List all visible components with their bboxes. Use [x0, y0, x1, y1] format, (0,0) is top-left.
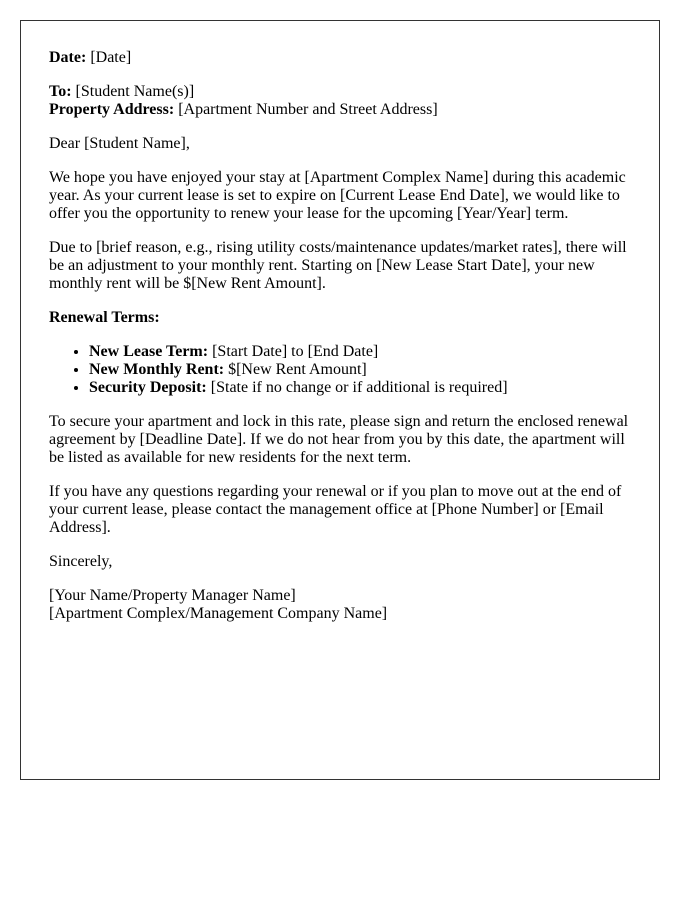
date-value: [Date] — [86, 49, 132, 66]
property-address-value: [Apartment Number and Street Address] — [174, 101, 438, 118]
renewal-term-security-deposit — [89, 379, 631, 397]
sign-off: Sincerely, — [49, 553, 113, 570]
renewal-term-value: [Start Date] to [End Date] — [208, 343, 379, 360]
signature-block — [49, 587, 631, 623]
property-address-label: Property Address: — [49, 101, 175, 118]
renewal-term-label: Security Deposit: — [89, 379, 207, 396]
to-line — [49, 83, 631, 101]
renewal-term-lease-term — [89, 343, 631, 361]
signature-name: [Your Name/Property Manager Name] — [49, 587, 296, 604]
signature-company: [Apartment Complex/Management Company Name] — [49, 605, 388, 622]
property-address-line — [49, 101, 631, 119]
date-label: Date: — [49, 49, 87, 66]
contact-paragraph: If you have any questions regarding your renewal or if you plan to move out at the end of your current lease, please contact the management office at [Phone Number] or [Email Address]. — [49, 483, 622, 536]
to-value: [Student Name(s)] — [71, 83, 195, 100]
letter-container — [20, 20, 660, 780]
renewal-term-label: New Monthly Rent: — [89, 361, 225, 378]
salutation: Dear [Student Name], — [49, 135, 190, 152]
renewal-term-value: [State if no change or if additional is required] — [206, 379, 508, 396]
renewal-term-monthly-rent — [89, 361, 631, 379]
renewal-terms-list — [49, 343, 631, 397]
date-line — [49, 49, 631, 67]
deadline-paragraph: To secure your apartment and lock in this rate, please sign and return the enclosed renewal agreement by [Deadline Date]. If we do not hear from you by this date, the apartment will be listed as available for new residents for the next term. — [49, 413, 629, 466]
rent-adjustment-paragraph: Due to [brief reason, e.g., rising utility costs/maintenance updates/market rates], there will be an adjustment to your monthly rent. Starting on [New Lease Start Date], your new monthly rent will be $[New Rent Amount]. — [49, 239, 627, 292]
renewal-term-value: $[New Rent Amount] — [224, 361, 367, 378]
renewal-terms-heading: Renewal Terms: — [49, 309, 160, 326]
recipient-block — [49, 83, 631, 119]
renewal-term-label: New Lease Term: — [89, 343, 209, 360]
intro-paragraph: We hope you have enjoyed your stay at [Apartment Complex Name] during this academic year. As your current lease is set to expire on [Current Lease End Date], we would like to offer you the opportunity to renew your lease for the upcoming [Year/Year] term. — [49, 169, 626, 222]
to-label: To: — [49, 83, 72, 100]
